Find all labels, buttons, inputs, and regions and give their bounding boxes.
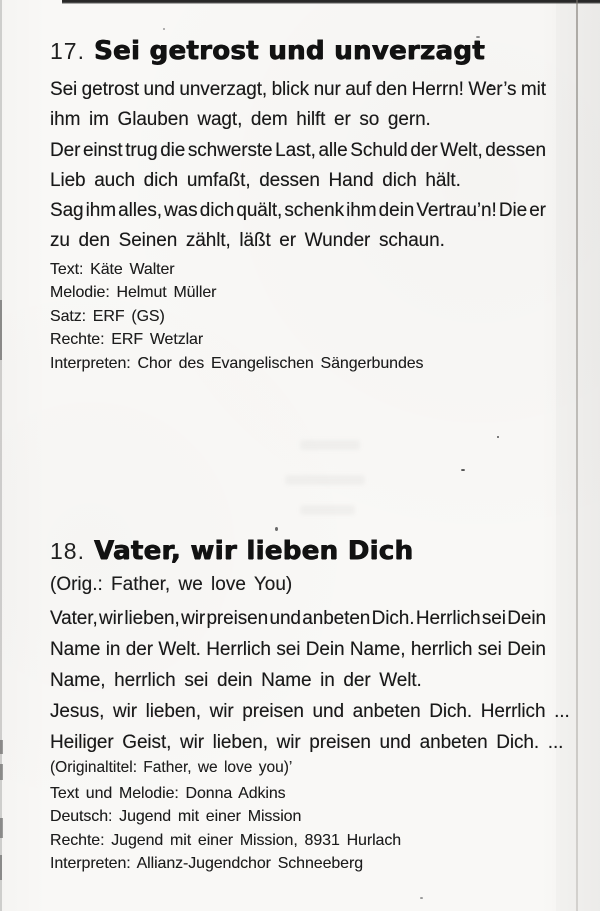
song-17-lyrics xyxy=(50,75,546,257)
song-18-title: Vater, wir lieben Dich xyxy=(93,536,414,566)
lyric-line: Name in der Welt. Herrlich sei Dein Name, herrlich sei Dein xyxy=(50,639,546,660)
song-18-lyrics xyxy=(50,603,570,758)
lyric-line: Heiliger Geist, wir lieben, wir preisen und anbeten Dich. ... xyxy=(50,732,564,753)
lyric-line: Der einst trug die schwerste Last, alle Schuld der Welt, dessen xyxy=(50,139,546,161)
scan-edge-mark xyxy=(0,855,2,880)
song-17-heading xyxy=(50,36,485,70)
scan-edge-mark xyxy=(0,740,3,754)
scan-speck xyxy=(497,436,499,438)
scan-fold-shade xyxy=(556,0,600,911)
bleed-through-smudge xyxy=(285,475,365,485)
scan-speck xyxy=(420,897,423,899)
song-18-subtitle: (Orig.: Father, we love You) xyxy=(50,574,293,595)
credit-line-rights: Rechte: ERF Wetzlar xyxy=(50,331,204,349)
song-17-title: Sei getrost und unverzagt xyxy=(93,36,485,66)
credit-line-german: Deutsch: Jugend mit einer Mission xyxy=(50,808,302,826)
bleed-through-smudge xyxy=(300,505,355,515)
song-18-footnote: (Originaltitel: Father, we love you)’ xyxy=(50,759,293,776)
lyric-line: Sei getrost und unverzagt, blick nur auf den Herrn! Wer’s mit xyxy=(50,79,546,100)
lyric-line: Vater, wir lieben, wir preisen und anbeten Dich. Herrlich sei Dein xyxy=(50,608,546,629)
credit-line-rights: Rechte: Jugend mit einer Mission, 8931 Hurlach xyxy=(50,831,402,849)
song-18-credits xyxy=(50,782,401,876)
scan-edge-mark xyxy=(0,818,3,838)
lyric-line: Sag ihm alles, was dich quält, schenk ihm dein Vertrau’n! Die er xyxy=(50,200,546,222)
song-17-credits xyxy=(50,258,423,375)
scan-top-bar xyxy=(62,0,600,4)
scan-speck xyxy=(275,527,278,531)
credit-line-text-melody: Text und Melodie: Donna Adkins xyxy=(50,785,286,802)
song-18-heading xyxy=(50,536,413,570)
scan-speck xyxy=(163,28,165,30)
scan-edge-mark xyxy=(0,764,3,780)
lyric-line: Name, herrlich sei dein Name in der Welt. xyxy=(50,670,422,691)
credit-line-melody: Melodie: Helmut Müller xyxy=(50,284,217,302)
credit-line-performers: Interpreten: Allianz-Jugendchor Schneeberg xyxy=(50,855,364,873)
song-17-number: 17. xyxy=(50,38,85,64)
lyric-line: ihm im Glauben wagt, dem hilft er so gern. xyxy=(50,109,431,131)
lyric-line: zu den Seinen zählt, läßt er Wunder schaun. xyxy=(50,230,445,252)
credit-line-performers: Interpreten: Chor des Evangelischen Sängerbundes xyxy=(50,354,424,372)
scan-speck xyxy=(461,469,465,471)
lyric-line: Lieb auch dich umfaßt, dessen Hand dich hält. xyxy=(50,169,461,191)
scan-fold-line xyxy=(576,0,578,911)
lyric-line: Jesus, wir lieben, wir preisen und anbeten Dich. Herrlich ... xyxy=(50,701,570,722)
credit-line-arrangement: Satz: ERF (GS) xyxy=(50,307,165,325)
bleed-through-smudge xyxy=(300,440,360,450)
scan-edge-mark xyxy=(0,300,2,360)
song-18-number: 18. xyxy=(50,538,85,564)
credit-line-text: Text: Käte Walter xyxy=(50,261,175,278)
